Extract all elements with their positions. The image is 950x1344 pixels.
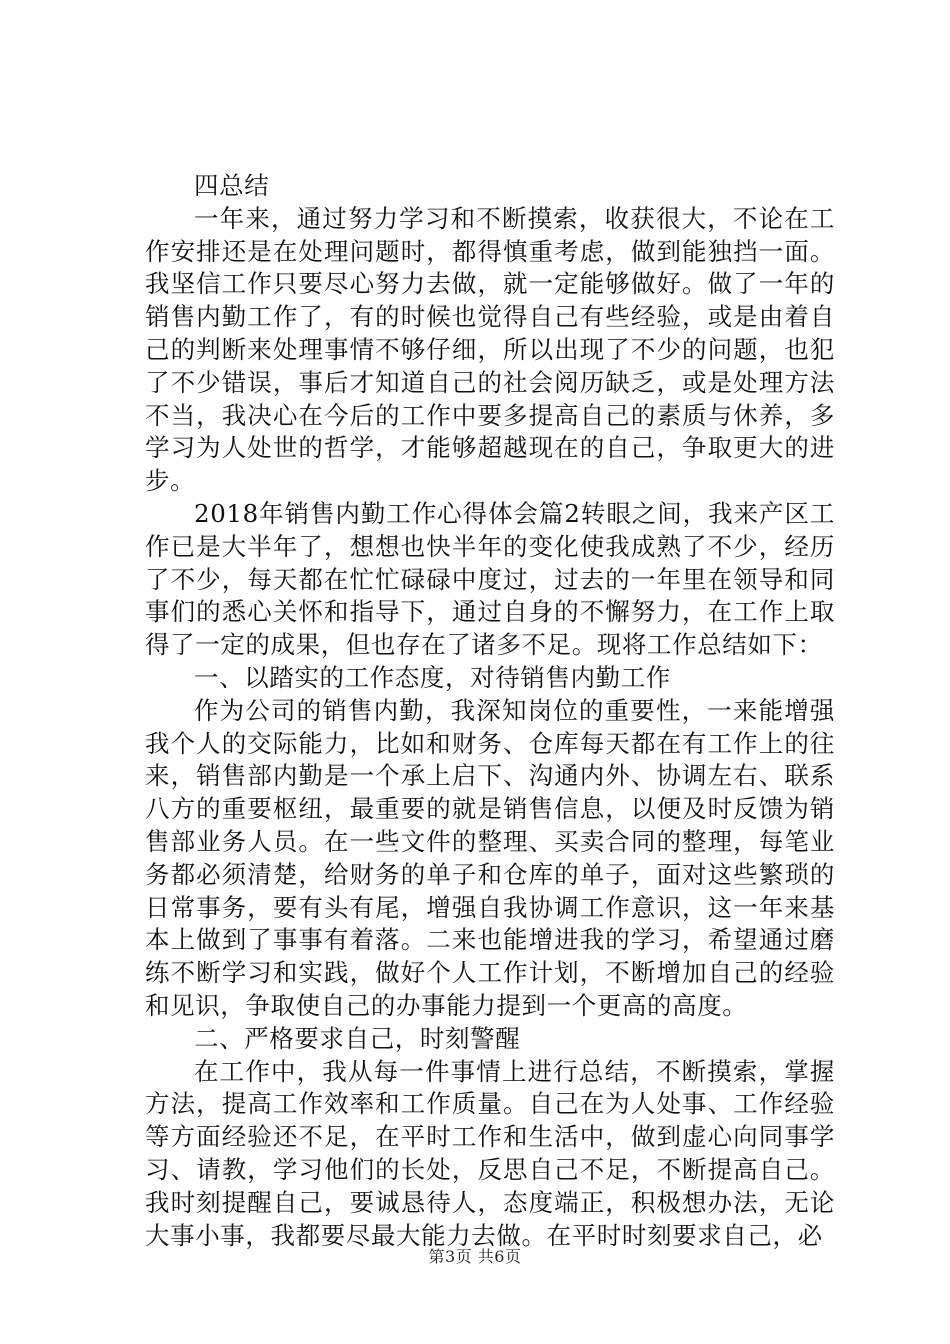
section-heading-summary: 四总结	[194, 171, 270, 200]
paragraph: 一年来，通过努力学习和不断摸索，收获很大，不论在工作安排还是在处理问题时，都得慎重考虑，做到能独挡一面。我坚信工作只要尽心努力去做，就一定能够做好。做了一年的销售内勤工作了，有的时候也觉得自己有些经验，或是由着自己的判断来处理事情不够仔细，所以出现了不少的问题，也犯了不少错误，事后才知道自己的社会阅历缺乏，或是处理方法不当，我决心在今后的工作中要多提高自己的素质与休养，多学习为人处世的哲学，才能够超越现在的自己，争取更大的进步。	[145, 203, 835, 496]
section-heading: 一、以踏实的工作态度，对待销售内勤工作	[194, 662, 671, 692]
paragraph: 作为公司的销售内勤，我深知岗位的重要性，一来能增强我个人的交际能力，比如和财务、仓库每天都在有工作上的往来，销售部内勤是一个承上启下、沟通内外、协调左右、联系八方的重要枢纽，最重要的就是销售信息，以便及时反馈为销售部业务人员。在一些文件的整理、买卖合同的整理，每笔业务都必须清楚，给财务的单子和仓库的单子，面对这些繁琐的日常事务，要有头有尾，增强自我协调工作意识，这一年来基本上做到了事事有着落。二来也能增进我的学习，希望通过磨练不断学习和实践，做好个人工作计划，不断增加自己的经验和见识，争取使自己的办事能力提到一个更高的高度。	[145, 695, 835, 1020]
paragraph: 在工作中，我从每一件事情上进行总结，不断摸索，掌握方法，提高工作效率和工作质量。自己在为人处事、工作经验等方面经验还不足，在平时工作和生活中，做到虚心向同事学习、请教，学习他们的长处，反思自己不足，不断提高自己。我时刻提醒自己，要诚恳待人，态度端正，积极想办法，无论大事小事，我都要尽最大能力去做。在平时时刻要求自己，必	[145, 1056, 835, 1250]
document-body	[145, 170, 835, 1252]
section-heading: 二、严格要求自己，时刻警醒	[194, 1023, 521, 1053]
page-number-footer: 第3页 共6页	[428, 1247, 522, 1266]
paragraph: 2018年销售内勤工作心得体会篇2转眼之间，我来产区工作已是大半年了，想想也快半年的变化使我成熟了不少，经历了不少，每天都在忙忙碌碌中度过，过去的一年里在领导和同事们的悉心关怀和指导下，通过自身的不懈努力，在工作上取得了一定的成果，但也存在了诸多不足。现将工作总结如下：	[145, 498, 835, 660]
